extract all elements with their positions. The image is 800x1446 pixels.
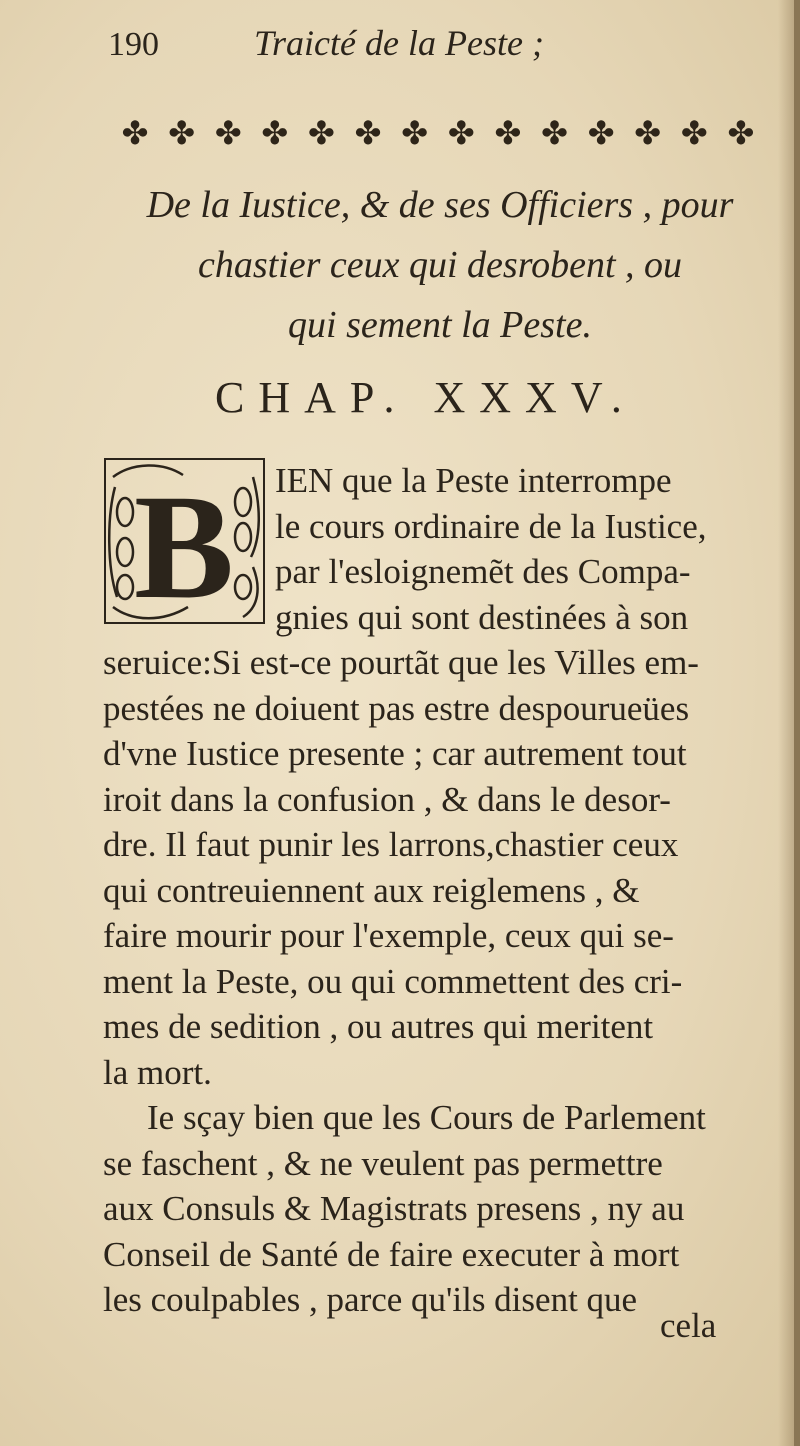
chapter-title-line: qui sement la Peste. [288,304,592,346]
text-line: seruice:Si est-ce pourtãt que les Villes em- [103,643,699,682]
text-line: dre. Il faut punir les larrons,chastier ceux [103,825,679,864]
text-line: ment la Peste, ou qui commettent des cri- [103,961,683,1001]
fleuron-icon: ✤ [168,114,196,152]
fleuron-icon: ✤ [308,114,335,152]
initial-letter: B [133,464,235,625]
text-line: les coulpables , parce qu'ils disent que [103,1280,638,1319]
fleuron-icon: ✤ [121,114,149,152]
text-line: Conseil de Santé de faire executer à mort [103,1234,680,1274]
fleuron-icon: ✤ [587,114,615,152]
text-line: gnies qui sont destinées à son [275,597,689,637]
text-line: d'vne Iustice presente ; car autrement tout [103,734,687,773]
fleuron-icon: ✤ [354,114,382,152]
text-line: aux Consuls & Magistrats presens , ny au [103,1189,685,1228]
fleuron-icon: ✤ [634,114,662,152]
running-head [108,22,668,82]
fleuron-icon: ✤ [447,114,475,152]
fleuron-icon: ✤ [401,114,429,152]
chapter-title [100,175,780,355]
chapter-title-line: De la Iustice, & de ses Officiers , pour [146,184,734,226]
body-text [103,458,753,1323]
page-number: 190 [108,26,159,63]
fleuron-icon: ✤ [680,114,708,152]
text-line: se faschent , & ne veulent pas permettre [103,1143,663,1183]
fleuron-icon: ✤ [261,114,289,152]
text-line: iroit dans la confusion , & dans le desor- [103,779,671,819]
ornamental-headpiece [112,108,764,158]
fleuron-icon: ✤ [727,114,755,152]
fleuron-icon: ✤ [541,114,568,152]
text-line: Ie sçay bien que les Cours de Parlement [147,1098,706,1137]
catchword: cela [660,1306,717,1345]
running-title: Traicté de la Peste ; [254,23,544,63]
text-line: pestées ne doiuent pas estre despourueües [103,688,690,728]
text-line: mes de sedition , ou autres qui meritent [103,1007,654,1046]
text-line: qui contreuiennent aux reiglemens , & [103,870,640,910]
page-edge [794,0,800,1446]
text-line: le cours ordinaire de la Iustice, [275,506,707,546]
fleuron-icon: ✤ [494,114,522,152]
text-line: par l'esloignemẽt des Compa- [275,552,691,591]
text-line: faire mourir pour l'exemple, ceux qui se- [103,916,674,955]
chapter-number: CHAP. XXXV. [215,373,636,422]
chapter-title-line: chastier ceux qui desrobent , ou [197,244,683,286]
fleuron-icon: ✤ [214,114,242,152]
text-line: la mort. [103,1052,212,1092]
text-line: IEN que la Peste interrompe [275,461,672,500]
